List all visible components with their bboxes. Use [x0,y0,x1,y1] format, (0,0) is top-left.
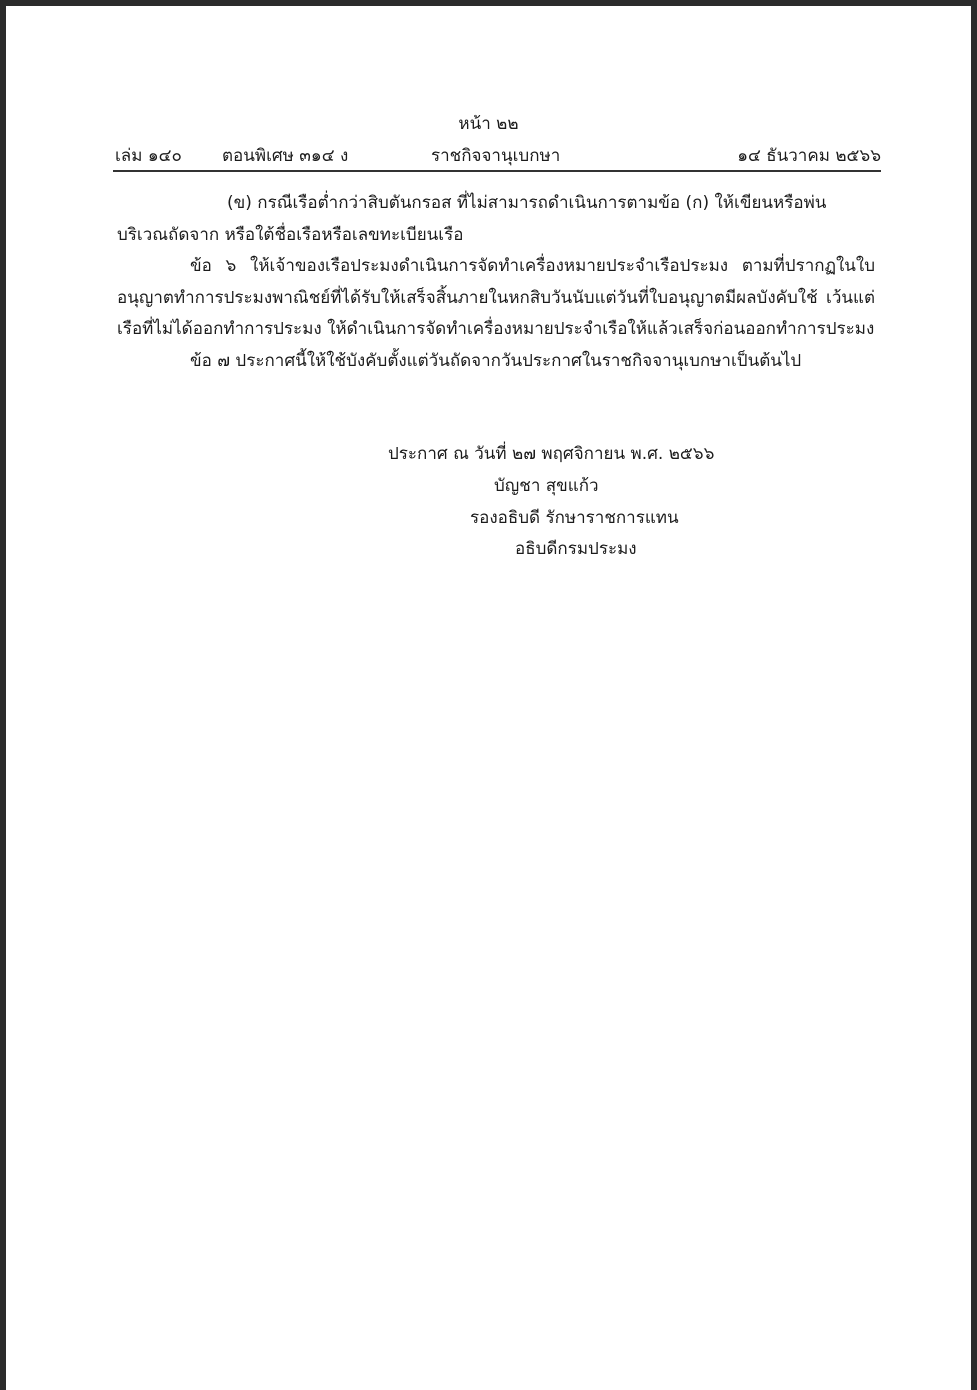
paragraph-b-line1: (ข) กรณีเรือต่ำกว่าสิบตันกรอส ที่ไม่สามารถดำเนินการตามข้อ (ก) ให้เขียนหรือพ่น [227,193,827,213]
issue-label: ตอนพิเศษ ๓๑๔ ง [222,146,349,166]
gazette-title: ราชกิจจานุเบกษา [431,146,561,166]
signer-name: บัญชา สุขแก้ว [494,476,599,496]
signer-office: อธิบดีกรมประมง [515,539,637,559]
announcement-date: ประกาศ ณ วันที่ ๒๗ พฤศจิกายน พ.ศ. ๒๕๖๖ [388,444,715,464]
clause-7: ข้อ ๗ ประกาศนี้ให้ใช้บังคับตั้งแต่วันถัดจากวันประกาศในราชกิจจานุเบกษาเป็นต้นไป [190,350,802,371]
document-body [117,188,875,377]
publication-date: ๑๔ ธันวาคม ๒๕๖๖ [737,146,881,166]
gazette-header [115,142,881,166]
header-rule [113,170,881,172]
clause-6: ข้อ ๖ ให้เจ้าของเรือประมงดำเนินการจัดทำเครื่องหมายประจำเรือประมง ตามที่ปรากฏในใบอนุญาตทำการประมงพาณิชย์ที่ได้รับให้เสร็จสิ้นภายในหกสิบวันนับแต่วันที่ใบอนุญาตมีผลบังคับใช้ เว้นแต่เรือที่ไม่ได้ออกทำการประมง ให้ดำเนินการจัดทำเครื่องหมายประจำเรือให้แล้วเสร็จก่อนออกทำการประมง [117,256,875,339]
volume-label: เล่ม ๑๔๐ [115,146,182,166]
page-number: หน้า ๒๒ [458,114,519,134]
signature-block [0,440,977,580]
paragraph-b [117,188,875,251]
signer-position: รองอธิบดี รักษาราชการแทน [470,508,679,528]
paragraph-b-line2: บริเวณถัดจาก หรือใต้ชื่อเรือหรือเลขทะเบียนเรือ [117,224,464,245]
